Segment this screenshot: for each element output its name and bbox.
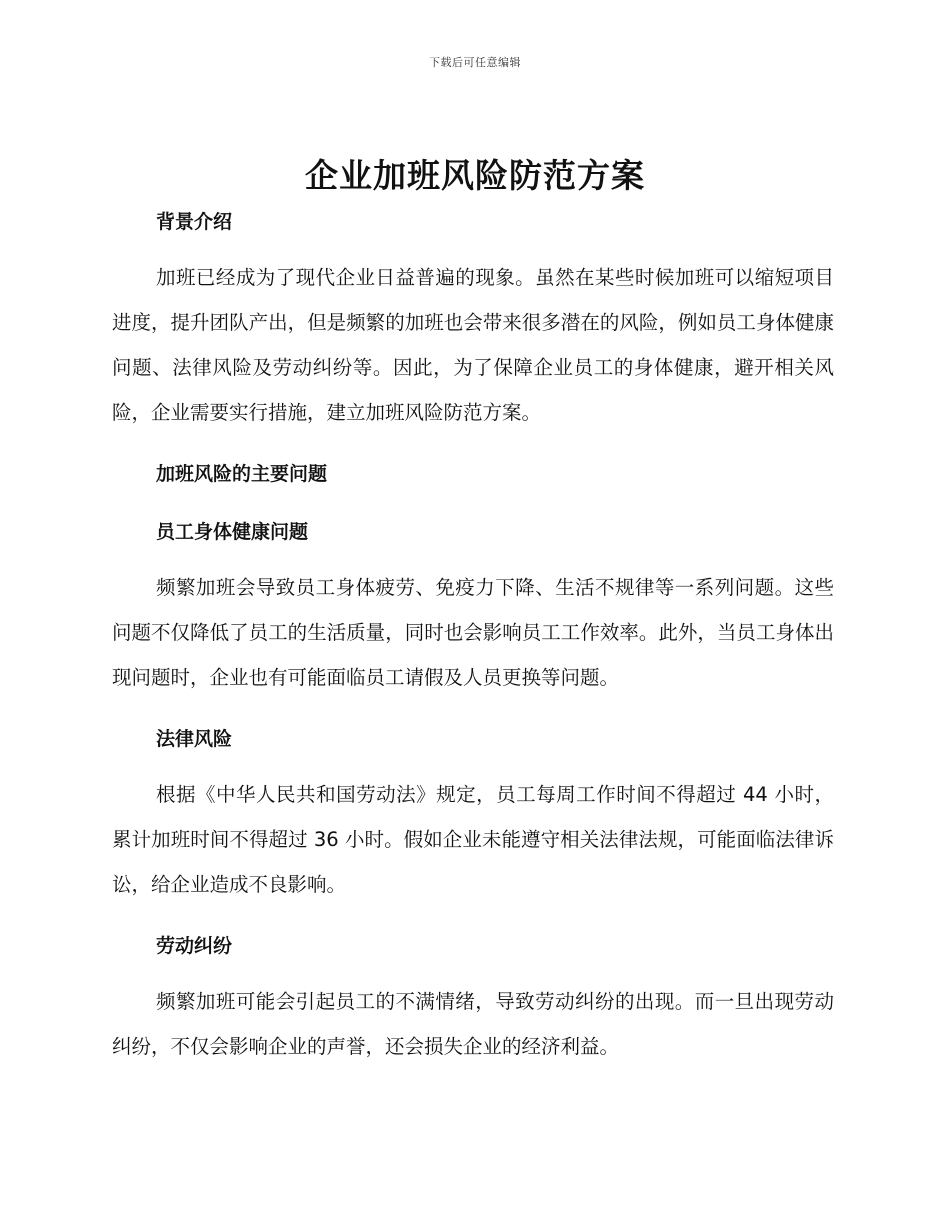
document-body — [112, 203, 834, 1069]
section-paragraph-health: 频繁加班会导致员工身体疲劳、免疫力下降、生活不规律等一系列问题。这些问题不仅降低了员工的生活质量，同时也会影响员工工作效率。此外，当员工身体出现问题时，企业也有可能面临员工请假及人员更换等问题。 — [112, 576, 834, 689]
section-heading-main-issues: 加班风险的主要问题 — [156, 463, 328, 485]
section-paragraph-background: 加班已经成为了现代企业日益普遍的现象。虽然在某些时候加班可以缩短项目进度，提升团队产出，但是频繁的加班也会带来很多潜在的风险，例如员工身体健康问题、法律风险及劳动纠纷等。因此，为了保障企业员工的身体健康，避开相关风险，企业需要实行措施，建立加班风险防范方案。 — [112, 266, 834, 424]
section-paragraph-legal: 根据《中华人民共和国劳动法》规定，员工每周工作时间不得超过 44 小时，累计加班时间不得超过 36 小时。假如企业未能遵守相关法律法规，可能面临法律诉讼，给企业造成不良影响。 — [112, 783, 834, 896]
page-header-note: 下载后可任意编辑 — [429, 56, 521, 69]
document-title: 企业加班风险防范方案 — [305, 156, 645, 195]
section-heading-labor-dispute: 劳动纠纷 — [156, 935, 233, 957]
section-heading-health: 员工身体健康问题 — [156, 521, 309, 543]
section-heading-legal: 法律风险 — [156, 728, 233, 750]
section-paragraph-labor-dispute: 频繁加班可能会引起员工的不满情绪，导致劳动纠纷的出现。而一旦出现劳动纠纷，不仅会影响企业的声誉，还会损失企业的经济利益。 — [112, 990, 834, 1058]
section-heading-background: 背景介绍 — [156, 211, 233, 233]
